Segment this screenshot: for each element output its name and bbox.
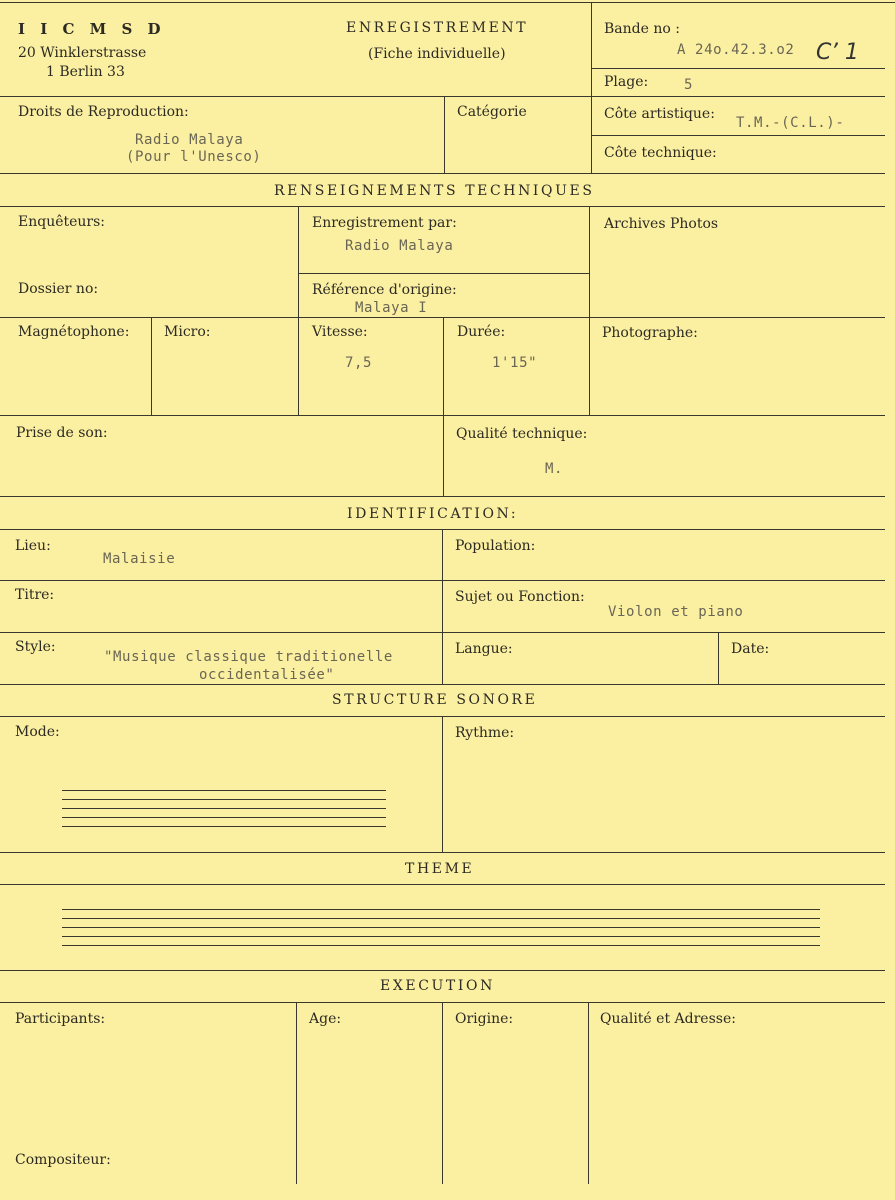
lieu-label: Lieu: — [15, 538, 51, 554]
rule-plage — [591, 68, 885, 69]
rythme-label: Rythme: — [455, 725, 515, 741]
vrule-population — [442, 529, 443, 684]
prise-de-son-label: Prise de son: — [16, 425, 108, 441]
vrule-date — [718, 632, 719, 684]
dossier-label: Dossier no: — [18, 281, 99, 297]
duree-value: 1'15" — [492, 355, 538, 371]
rule-mode — [0, 852, 885, 853]
droits-value-1: Radio Malaya — [135, 132, 244, 148]
vrule-header-right — [591, 2, 592, 96]
style-value-2: occidentalisée" — [199, 667, 335, 683]
address-line-2: 1 Berlin 33 — [46, 64, 125, 80]
lieu-value: Malaisie — [103, 551, 176, 567]
address-line-1: 20 Winklerstrasse — [18, 45, 147, 61]
sujet-value: Violon et piano — [608, 604, 744, 620]
droits-value-2: (Pour l'Unesco) — [126, 149, 262, 165]
rule-tech-title — [0, 206, 885, 207]
vrule-categorie-right — [591, 96, 592, 173]
cote-technique-label: Côte technique: — [604, 145, 717, 161]
rule-theme-title — [0, 884, 885, 885]
execution-section-title: EXECUTION — [380, 978, 495, 994]
theme-staff-line — [62, 927, 820, 928]
bande-value: A 24o.42.3.o2 — [677, 42, 795, 58]
style-value-1: "Musique classique traditionelle — [104, 649, 393, 665]
rule-rights-bottom — [0, 173, 885, 174]
identification-section-title: IDENTIFICATION: — [347, 506, 519, 522]
rule-style — [0, 684, 885, 685]
vrule-origine — [442, 1002, 443, 1184]
vrule-micro — [151, 317, 152, 415]
vrule-qualite — [443, 415, 444, 496]
plage-value: 5 — [684, 77, 694, 93]
photographe-label: Photographe: — [602, 325, 698, 341]
mode-staff-line — [62, 790, 386, 791]
origine-label: Origine: — [455, 1011, 514, 1027]
theme-staff-line — [62, 945, 820, 946]
vrule-vitesse — [298, 317, 299, 415]
qualite-technique-label: Qualité technique: — [456, 426, 588, 442]
rule-enreg — [298, 273, 589, 274]
mode-staff-line — [62, 826, 386, 827]
langue-label: Langue: — [455, 641, 513, 657]
rule-header-bottom — [0, 96, 885, 97]
cote-artistique-value: T.M.-(C.L.)- — [736, 115, 845, 131]
vrule-rythme — [442, 716, 443, 852]
mode-staff-line — [62, 808, 386, 809]
rule-cote — [591, 135, 885, 136]
date-label: Date: — [731, 641, 770, 657]
bande-handwritten: C’ 1 — [816, 40, 859, 65]
form-subtitle: (Fiche individuelle) — [368, 46, 506, 62]
participants-label: Participants: — [15, 1011, 106, 1027]
sujet-label: Sujet ou Fonction: — [455, 589, 585, 605]
population-label: Population: — [455, 538, 536, 554]
qualite-adresse-label: Qualité et Adresse: — [600, 1011, 736, 1027]
compositeur-label: Compositeur: — [15, 1152, 111, 1168]
theme-section-title: THEME — [405, 861, 475, 877]
enregistrement-par-value: Radio Malaya — [345, 238, 454, 254]
vrule-age — [296, 1002, 297, 1184]
qualite-technique-value: M. — [545, 461, 564, 477]
theme-staff-line — [62, 909, 820, 910]
rule-top — [0, 2, 895, 3]
titre-label: Titre: — [15, 587, 55, 603]
theme-staff-line — [62, 936, 820, 937]
vrule-enreg-left — [298, 206, 299, 317]
categorie-label: Catégorie — [457, 104, 527, 120]
style-label: Style: — [15, 639, 56, 655]
technical-section-title: RENSEIGNEMENTS TECHNIQUES — [274, 183, 595, 199]
institute-logo: I I C M S D — [18, 20, 166, 38]
reference-label: Référence d'origine: — [312, 282, 457, 298]
vrule-categorie-left — [444, 96, 445, 173]
vrule-photographe — [589, 317, 590, 415]
cote-artistique-label: Côte artistique: — [604, 106, 715, 122]
vrule-enreg-right — [589, 206, 590, 317]
vitesse-value: 7,5 — [345, 355, 373, 371]
magnetophone-label: Magnétophone: — [18, 324, 130, 340]
reference-value: Malaya I — [355, 300, 428, 316]
rule-prise — [0, 496, 885, 497]
vitesse-label: Vitesse: — [312, 324, 368, 340]
duree-label: Durée: — [457, 324, 506, 340]
vrule-duree — [443, 317, 444, 415]
enqueteurs-label: Enquêteurs: — [18, 214, 106, 230]
mode-staff-line — [62, 817, 386, 818]
rule-theme — [0, 970, 885, 971]
theme-staff-line — [62, 918, 820, 919]
droits-label: Droits de Reproduction: — [18, 104, 189, 120]
vrule-qualite-adresse — [588, 1002, 589, 1184]
mode-label: Mode: — [15, 724, 60, 740]
plage-label: Plage: — [604, 74, 649, 90]
mode-staff-line — [62, 799, 386, 800]
age-label: Age: — [309, 1011, 342, 1027]
form-title: ENREGISTREMENT — [346, 20, 529, 36]
enregistrement-par-label: Enregistrement par: — [312, 215, 457, 231]
archives-photos-label: Archives Photos — [604, 216, 719, 232]
bande-label: Bande no : — [604, 21, 680, 37]
structure-section-title: STRUCTURE SONORE — [332, 692, 538, 708]
micro-label: Micro: — [164, 324, 211, 340]
